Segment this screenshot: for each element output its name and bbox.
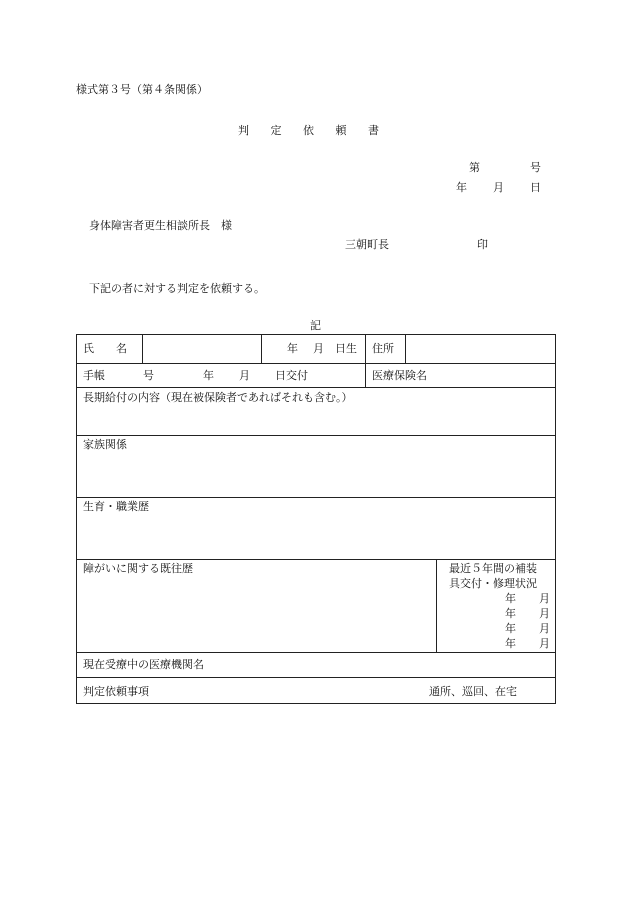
long-term-benefit-label: 長期給付の内容（現在被保険者であればそれも含む。） [83, 391, 353, 404]
disability-history-label: 障がいに関する既往歴 [83, 562, 193, 575]
number-go: 号 [530, 161, 541, 174]
date-day: 日 [530, 181, 541, 194]
family-label: 家族関係 [83, 438, 127, 451]
number-dai: 第 [469, 161, 480, 174]
document-title: 判 定 依 頼 書 [238, 124, 381, 137]
name-label: 氏 名 [83, 342, 127, 355]
form-number: 様式第３号（第４条関係） [76, 83, 208, 96]
ym-year-4: 年 [505, 637, 516, 650]
addressee: 身体障害者更生相談所長 様 [89, 219, 232, 232]
request-form-table [76, 334, 556, 704]
sender: 三朝町長 [345, 238, 389, 251]
ym-year-3: 年 [505, 622, 516, 635]
techo-label: 手帳 [83, 369, 105, 382]
date-month: 月 [493, 181, 504, 194]
request-text: 下記の者に対する判定を依頼する。 [89, 282, 265, 295]
techo-month: 月 [239, 369, 250, 382]
birth-year: 年 [287, 342, 298, 355]
address-field[interactable] [406, 335, 556, 363]
ym-month-4: 月 [539, 637, 550, 650]
ym-month-3: 月 [539, 622, 550, 635]
request-items-label: 判定依頼事項 [83, 685, 149, 698]
address-label: 住所 [372, 342, 394, 355]
date-year: 年 [456, 181, 467, 194]
ym-year-2: 年 [505, 607, 516, 620]
seal-mark: 印 [477, 238, 488, 251]
techo-go: 号 [143, 369, 154, 382]
ym-month-1: 月 [539, 592, 550, 605]
history-label: 生育・職業歴 [83, 500, 149, 513]
name-field[interactable] [143, 335, 261, 363]
techo-issued: 日交付 [275, 369, 308, 382]
techo-year: 年 [203, 369, 214, 382]
insurance-label: 医療保険名 [372, 369, 427, 382]
birth-day: 日生 [335, 342, 357, 355]
assistive-device-label-2: 具交付・修理状況 [449, 577, 537, 590]
birth-month: 月 [313, 342, 324, 355]
visit-options: 通所、巡回、在宅 [429, 685, 517, 698]
ki-label: 記 [310, 319, 321, 332]
ym-month-2: 月 [539, 607, 550, 620]
medical-institution-label: 現在受療中の医療機関名 [83, 658, 204, 671]
assistive-device-label-1: 最近５年間の補装 [449, 562, 537, 575]
ym-year-1: 年 [505, 592, 516, 605]
